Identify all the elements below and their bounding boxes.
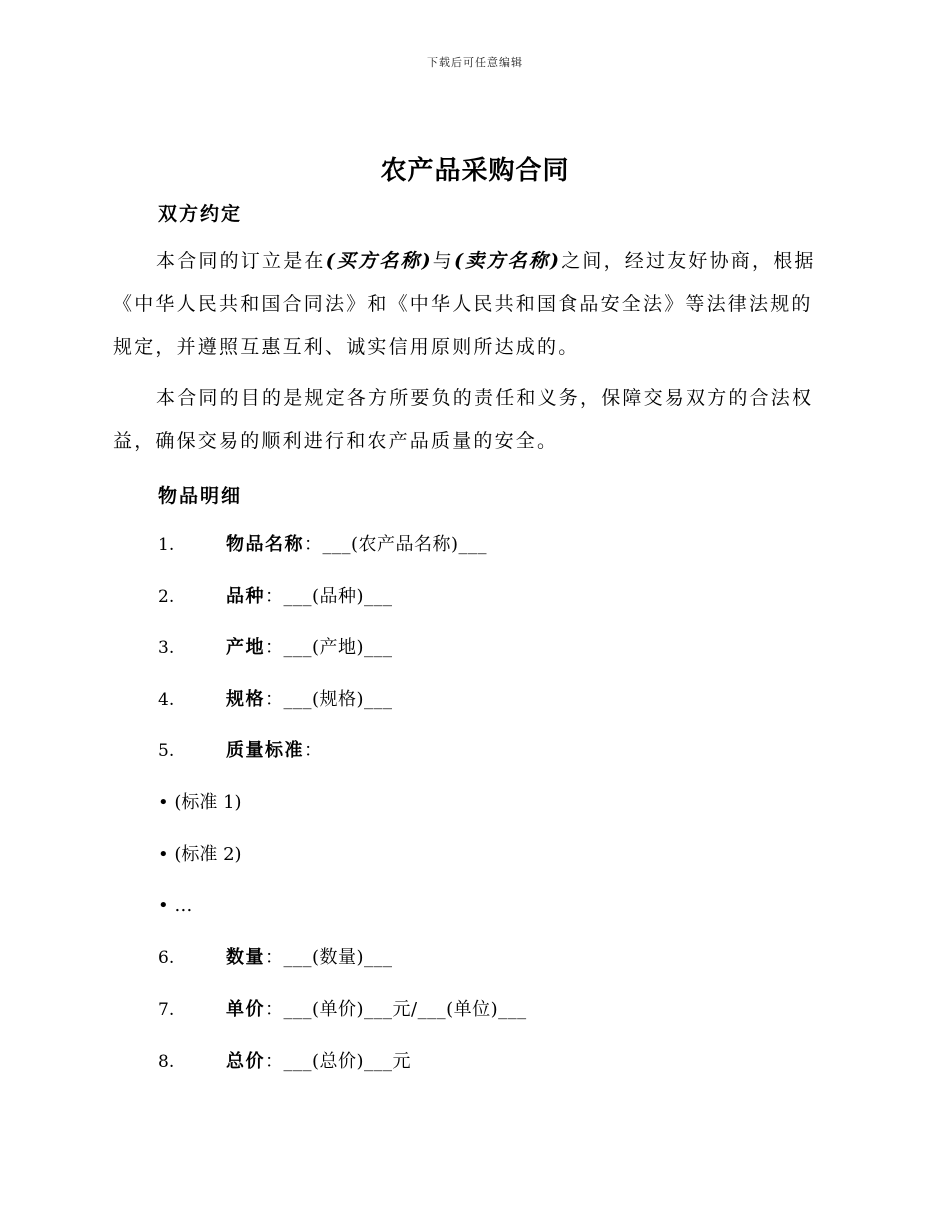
item-number: 4.	[158, 690, 175, 710]
paragraph-text: 本合同的订立是在	[156, 250, 326, 272]
item-number: 3.	[158, 638, 175, 658]
item-value: ：___(品种)___	[265, 586, 393, 607]
item-value: ：___(规格)___	[265, 689, 393, 710]
section-heading-agreement: 双方约定	[158, 203, 243, 225]
paragraph-text: 之间，经过友好协商，根据《中华人民共和国合同法》和《中华人民共和国食品安全法》等法律法规的规定，并遵照互惠互利、诚实信用原则所达成的。	[113, 250, 816, 358]
document-title: 农产品采购合同	[380, 156, 570, 186]
item-label: 数量	[226, 947, 265, 968]
list-item	[158, 1049, 411, 1075]
list-item	[158, 584, 393, 610]
paragraph-agreement	[113, 240, 833, 369]
item-label: 质量标准	[226, 740, 304, 761]
item-label: 产地	[226, 637, 265, 658]
standard-bullet: • (标准 1)	[158, 792, 242, 813]
item-value: ：___(单价)___元/___(单位)___	[265, 999, 527, 1020]
item-label: 品种	[226, 586, 265, 607]
list-item	[158, 635, 393, 661]
standard-bullet: • …	[158, 895, 193, 916]
paragraph-text: 与	[432, 250, 454, 272]
item-number: 5.	[158, 741, 175, 761]
seller-name-placeholder: (卖方名称)	[454, 250, 562, 272]
item-value: ：___(数量)___	[265, 947, 393, 968]
item-label: 物品名称	[226, 534, 304, 555]
paragraph-purpose: 本合同的目的是规定各方所要负的责任和义务，保障交易双方的合法权益，确保交易的顺利进行和农产品质量的安全。	[113, 387, 814, 452]
list-item	[158, 532, 487, 558]
item-label: 单价	[226, 999, 265, 1020]
header-note: 下载后可任意编辑	[427, 56, 523, 69]
item-label: 总价	[226, 1051, 265, 1072]
item-label: 规格	[226, 689, 265, 710]
list-item	[158, 945, 393, 971]
standard-bullet: • (标准 2)	[158, 844, 242, 865]
list-item	[158, 687, 393, 713]
section-heading-items: 物品明细	[158, 485, 243, 507]
item-number: 1.	[158, 535, 175, 555]
buyer-name-placeholder: (买方名称)	[325, 250, 433, 272]
item-number: 2.	[158, 587, 175, 607]
item-number: 7.	[158, 1000, 175, 1020]
item-value: ：___(产地)___	[265, 637, 393, 658]
item-number: 6.	[158, 948, 175, 968]
item-value: ：___(总价)___元	[265, 1051, 412, 1072]
item-number: 8.	[158, 1052, 175, 1072]
list-item	[158, 738, 323, 764]
item-value: ：	[304, 740, 323, 761]
item-value: ：___(农产品名称)___	[304, 534, 488, 555]
list-item	[158, 997, 527, 1023]
